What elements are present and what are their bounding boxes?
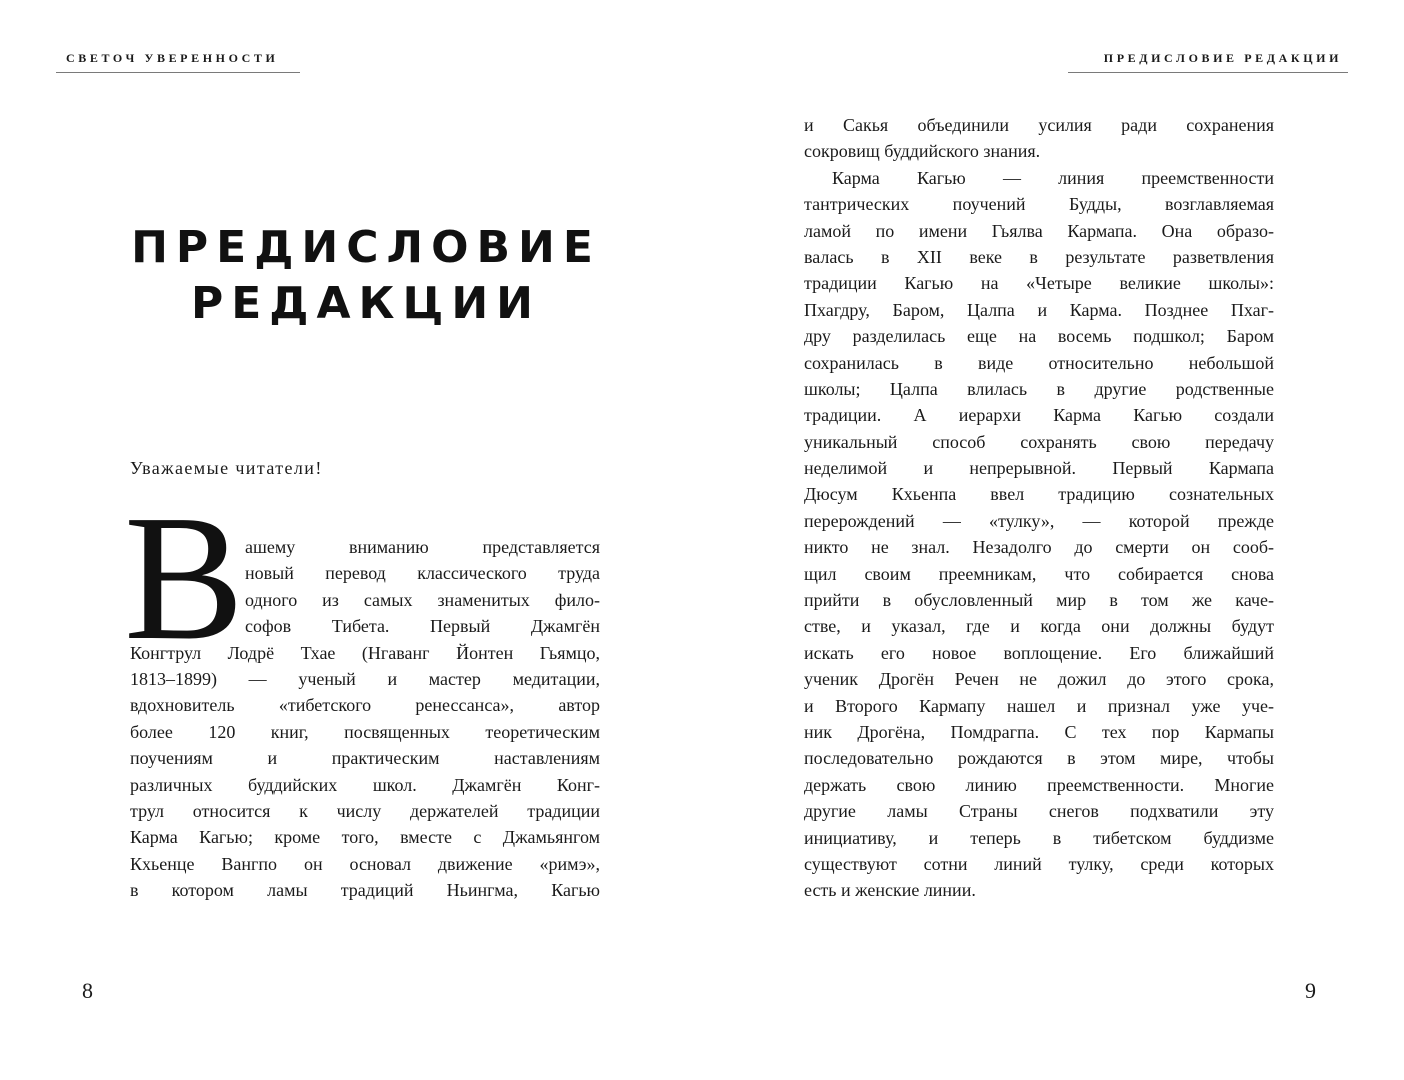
body-line: стве, и указал, где и когда они должны будут — [804, 616, 1274, 637]
body-line: вдохновитель «тибетского ренессанса», автор — [130, 695, 600, 716]
body-line: ламой по имени Гьялва Кармапа. Она образо- — [804, 220, 1274, 241]
body-line: Дюсум Кхьенпа ввел традицию сознательных — [804, 484, 1274, 505]
body-line: искать его новое воплощение. Его ближайший — [804, 642, 1274, 663]
page-number-right: 9 — [1305, 978, 1316, 1003]
body-line: никто не знал. Незадолго до смерти он сооб- — [804, 537, 1274, 558]
body-line: существуют сотни линий тулку, среди которых — [804, 853, 1274, 874]
body-line: традиции. А иерархи Карма Кагью создали — [804, 405, 1274, 426]
body-line: в котором ламы традиций Ньингма, Кагью — [130, 880, 600, 901]
body-line: трул относится к числу держателей традиции — [130, 800, 600, 821]
body-line: более 120 книг, посвященных теоретическим — [130, 721, 600, 742]
body-line: сокровищ буддийского знания. — [804, 141, 1041, 162]
body-line: уникальный способ сохранять свою передачу — [804, 431, 1274, 452]
body-line: Карма Кагью — линия преемственности — [832, 167, 1274, 188]
body-line: дру разделилась еще на восемь подшкол; Баром — [804, 326, 1274, 347]
body-line: и Второго Кармапу нашел и признал уже уче- — [804, 695, 1274, 716]
page-number-left: 8 — [82, 978, 93, 1003]
body-line: прийти в обусловленный мир в том же каче- — [804, 590, 1274, 611]
body-line: ашему вниманию представляется — [245, 537, 600, 557]
body-line: традиции Кагью на «Четыре великие школы»: — [804, 273, 1274, 294]
body-line: Пхагдру, Баром, Цалпа и Карма. Позднее Пхаг- — [804, 299, 1274, 320]
body-line: Кхьенце Вангпо он основал движение «римэ», — [130, 853, 600, 874]
body-line: поучениям и практическим наставлениям — [130, 748, 600, 769]
body-line: новый перевод классического труда — [245, 563, 600, 584]
body-line: валась в XII веке в результате разветвления — [804, 246, 1274, 267]
header-rule-right — [1068, 72, 1348, 73]
body-line: Карма Кагью; кроме того, вместе с Джамьянгом — [130, 827, 600, 848]
body-line: одного из самых знаменитых фило- — [245, 589, 600, 610]
chapter-title-line-1: ПРЕДИСЛОВИЕ — [131, 222, 601, 273]
body-line: школы; Цалпа влилась в другие родственные — [804, 378, 1274, 399]
body-line: последовательно рождаются в этом мире, чтобы — [804, 748, 1274, 769]
body-line: щил своим преемникам, что собирается снова — [804, 563, 1274, 584]
chapter-title — [100, 220, 632, 332]
body-line: инициативу, и теперь в тибетском буддизме — [804, 827, 1274, 848]
body-line: софов Тибета. Первый Джамгён — [245, 616, 600, 637]
drop-cap-letter: В — [124, 478, 245, 677]
body-line: перерождений — «тулку», — которой прежде — [804, 510, 1274, 531]
body-line: Конгтрул Лодрё Тхае (Нгаванг Йонтен Гьямцо, — [130, 642, 600, 663]
body-line: неделимой и непрерывной. Первый Кармапа — [804, 458, 1274, 479]
header-rule-left — [56, 72, 300, 73]
salutation: Уважаемые читатели! — [130, 458, 323, 478]
right-page-body — [804, 112, 1274, 904]
body-line: есть и женские линии. — [804, 880, 976, 901]
body-line: и Сакья объединили усилия ради сохранения — [804, 115, 1274, 135]
body-line: ник Дрогёна, Помдрагпа. С тех пор Кармапы — [804, 721, 1274, 742]
running-head-right: ПРЕДИСЛОВИЕ РЕДАКЦИИ — [1103, 51, 1342, 65]
left-page-body — [130, 534, 600, 903]
body-line: сохранилась в виде относительно небольшой — [804, 352, 1274, 373]
running-head-left: СВЕТОЧ УВЕРЕННОСТИ — [66, 51, 279, 65]
body-line: ученик Дрогён Речен не дожил до этого срока, — [804, 669, 1274, 690]
body-line: 1813–1899) — ученый и мастер медитации, — [130, 668, 600, 689]
body-line: держать свою линию преемственности. Многие — [804, 774, 1274, 795]
body-line: различных буддийских школ. Джамгён Конг- — [130, 774, 600, 795]
body-line: тантрических поучений Будды, возглавляемая — [804, 194, 1274, 215]
chapter-title-line-2: РЕДАКЦИИ — [191, 278, 541, 329]
body-line: другие ламы Страны снегов подхватили эту — [804, 801, 1274, 822]
